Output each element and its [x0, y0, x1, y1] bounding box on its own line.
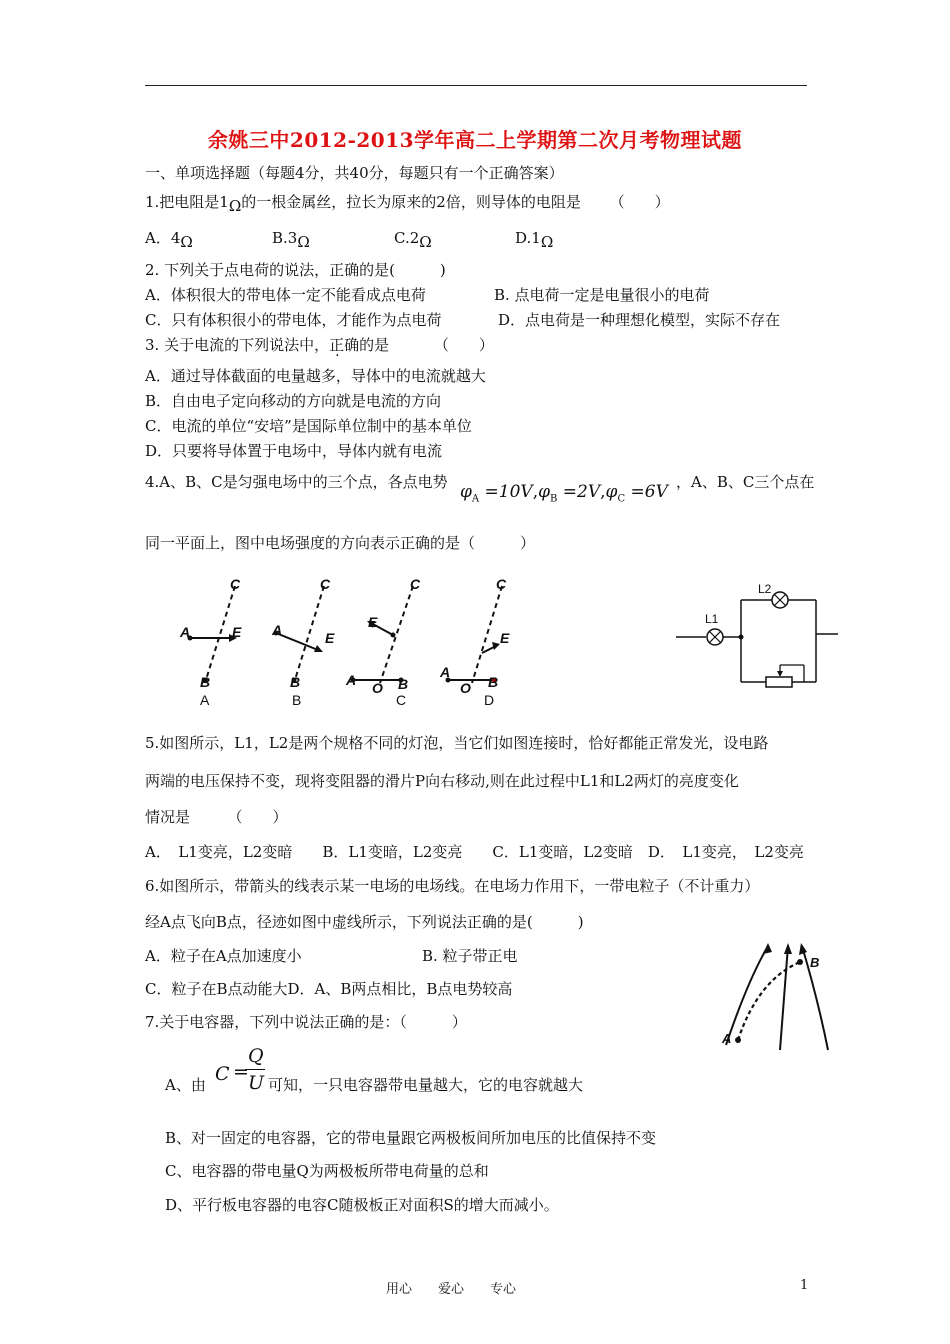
point-o-label: O	[460, 680, 471, 696]
header-rule	[145, 85, 807, 86]
figure-caption-a: A	[200, 692, 210, 708]
question-6-line2: 经A点飞向B点，径迹如图中虚线所示，下列说法正确的是( )	[145, 913, 584, 931]
lamp-l1-label: L1	[705, 612, 719, 626]
point-a-label: A	[722, 1031, 732, 1046]
q1-stem: 1.把电阻是1	[145, 193, 229, 211]
point-c-label: C	[410, 576, 421, 592]
q2-option-a: A．体积很大的带电体一定不能看成点电荷	[145, 286, 426, 304]
point-c-label: C	[320, 576, 331, 592]
question-3: 3. 关于电流的下列说法中，正确的是 （ ）	[145, 336, 494, 354]
point-b-label: B	[290, 674, 301, 690]
question-2: 2. 下列关于点电荷的说法，正确的是( )	[145, 261, 446, 279]
question-7: 7.关于电容器，下列中说法正确的是：（ ）	[145, 1013, 467, 1031]
question-6-line1: 6.如图所示，带箭头的线表示某一电场的电场线。在电场力作用下，一带电粒子（不计重力）	[145, 877, 760, 895]
q1-stem-rest: 的一根金属丝，拉长为原来的2倍，则导体的电阻是	[241, 193, 581, 211]
question-4-line1: 4.A、B、C是匀强电场中的三个点，各点电势	[145, 473, 448, 491]
section-heading: 一、单项选择题（每题4分，共40分，每题只有一个正确答案）	[145, 164, 564, 182]
page-title: 余姚三中2012-2013学年高二上学期第二次月考物理试题	[207, 128, 743, 152]
q2-option-d: D．点电荷是一种理想化模型，实际不存在	[498, 311, 781, 329]
field-e-label: E	[368, 614, 378, 630]
q1-option-d: D.1Ω	[515, 229, 554, 251]
q5-options: A． L1变亮，L2变暗 B．L1变暗，L2变亮 C．L1变暗，L2变暗 D． L1变亮， L2变亮	[145, 843, 804, 861]
q2-option-b: B. 点电荷一定是电量很小的电荷	[494, 286, 710, 304]
omega-symbol: Ω	[228, 197, 242, 215]
field-e-label: E	[325, 630, 335, 646]
q2-option-c: C．只有体积很小的带电体，才能作为点电荷	[145, 311, 442, 329]
question-5-line1: 5.如图所示，L1，L2是两个规格不同的灯泡，当它们如图连接时，恰好都能正常发光，设电路	[145, 734, 769, 752]
point-c-label: C	[496, 576, 507, 592]
question-5-line2: 两端的电压保持不变，现将变阻器的滑片P向右移动,则在此过程中L1和L2两灯的亮度变化	[145, 772, 739, 790]
page-number: 1	[800, 1278, 809, 1293]
point-b-label: B	[398, 676, 409, 692]
q7-option-d: D、平行板电容器的电容C随极板正对面积S的增大而减小。	[165, 1196, 559, 1214]
q6-options-cd: C．粒子在B点动能大D．A、B两点相比，B点电势较高	[145, 980, 513, 998]
emphasis-dot: 正确的是	[329, 336, 390, 354]
field-diagram-d	[440, 578, 530, 708]
question-4-line1-end: ，A、B、C三个点在	[676, 473, 815, 491]
q1-option-b: B.3Ω	[272, 229, 310, 251]
q3-option-c: C．电流的单位“安培”是国际单位制中的基本单位	[145, 417, 472, 435]
question-1	[145, 192, 670, 215]
point-o-label: O	[372, 680, 383, 696]
question-5-line3: 情况是 （ ）	[145, 808, 288, 826]
lamp-l2-label: L2	[758, 582, 772, 596]
point-b-label: B	[200, 674, 211, 690]
field-e-label: E	[500, 630, 510, 646]
field-line-diagram	[718, 940, 838, 1060]
q7-option-a-rest: 可知，一只电容器带电量越大，它的电容就越大	[268, 1076, 584, 1094]
point-a-label: A	[346, 672, 357, 688]
point-a-label: A	[440, 664, 451, 680]
q1-answer-paren: （ ）	[609, 193, 670, 211]
point-b-label: B	[488, 674, 499, 690]
q1-option-a: A．4Ω	[145, 229, 193, 251]
potential-formula: $\varphi_A =10V,\varphi_B =2V,\varphi_C =6V$	[460, 482, 668, 505]
question-4-line2: 同一平面上，图中电场强度的方向表示正确的是（ ）	[145, 534, 536, 552]
q1-option-c: C.2Ω	[394, 229, 432, 251]
q7-option-c: C、电容器的带电量Q为两极板所带电荷量的总和	[165, 1162, 489, 1180]
point-b-label: B	[810, 955, 820, 970]
q6-option-b: B. 粒子带正电	[422, 947, 518, 965]
point-a-label: A	[180, 624, 191, 640]
point-a-label: A	[272, 622, 283, 638]
q3-option-d: D．只要将导体置于电场中，导体内就有电流	[145, 442, 443, 460]
figure-caption-b: B	[292, 692, 302, 708]
q6-option-a: A．粒子在A点加速度小	[145, 947, 302, 965]
figure-caption-c: C	[396, 692, 407, 708]
field-diagram-a	[175, 578, 255, 708]
figure-caption-d: D	[484, 692, 495, 708]
q7-option-a-prefix: A、由	[165, 1076, 206, 1094]
footer-text: 用心 爱心 专心	[386, 1282, 517, 1297]
q7-option-b: B、对一固定的电容器，它的带电量跟它两极板间所加电压的比值保持不变	[165, 1129, 657, 1147]
circuit-diagram	[676, 582, 841, 692]
field-e-label: E	[232, 624, 242, 640]
point-c-label: C	[230, 576, 241, 592]
q3-option-a: A．通过导体截面的电量越多，导体中的电流就越大	[145, 367, 486, 385]
q3-option-b: B．自由电子定向移动的方向就是电流的方向	[145, 392, 442, 410]
field-diagram-c	[345, 578, 435, 708]
field-diagram-b	[268, 578, 348, 708]
